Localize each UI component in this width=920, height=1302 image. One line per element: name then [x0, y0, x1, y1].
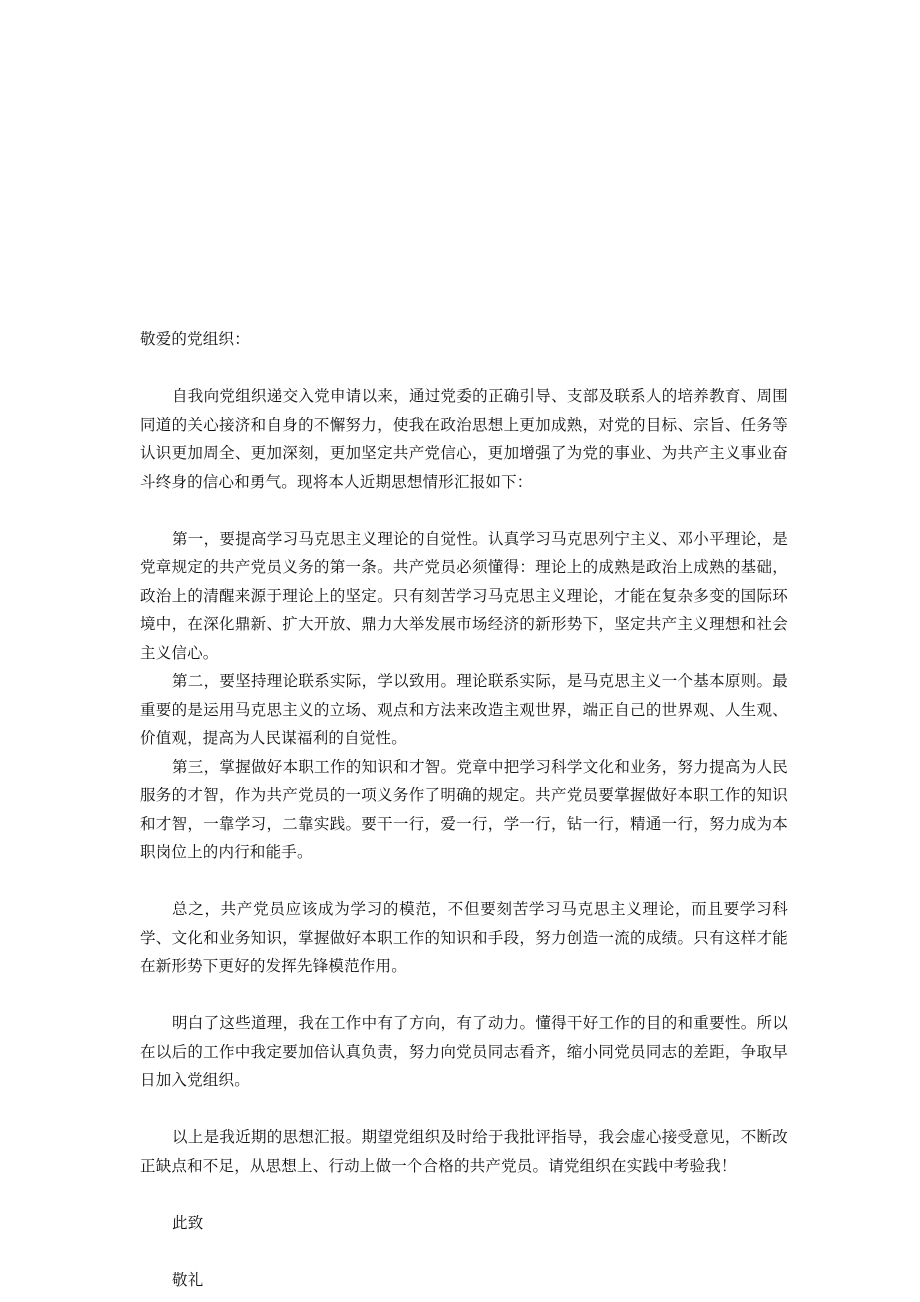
paragraph-conclusion: 以上是我近期的思想汇报。期望党组织及时给于我批评指导，我会虚心接受意见，不断改正缺点和不足，从思想上、行动上做一个合格的共产党员。请党组织在实践中考验我！	[140, 1128, 788, 1175]
spacer	[140, 496, 788, 525]
spacer	[140, 354, 788, 383]
paragraph-summary: 总之，共产党员应该成为学习的模范，不但要刻苦学习马克思主义理论，而且要学习科学、文化和业务知识，掌握做好本职工作的知识和手段，努力创造一流的成绩。只有这样才能在新形势下更好的发挥先锋模范作用。	[140, 900, 788, 975]
paragraph-point-3: 第三，掌握做好本职工作的知识和才智。党章中把学习科学文化和业务，努力提高为人民服务的才智，作为共产党员的一项义务作了明确的规定。共产党员要掌握做好本职工作的知识和才智，一靠学习，二靠实践。要干一行，爱一行，学一行，钻一行，精通一行，努力成为本职岗位上的内行和能手。	[140, 757, 788, 861]
spacer	[140, 1180, 788, 1209]
spacer	[140, 867, 788, 896]
closing-jing-li: 敬礼	[172, 1270, 204, 1289]
letter-body	[140, 325, 788, 1294]
paragraph-intro: 自我向党组织递交入党申请以来，通过党委的正确引导、支部及联系人的培养教育、周围同道的关心接济和自身的不懈努力，使我在政治思想上更加成熟，对党的目标、宗旨、任务等认识更加周全、更加深刻，更加坚定共产党信心，更加增强了为党的事业、为共产主义事业奋斗终身的信心和勇气。现将本人近期思想情形汇报如下：	[140, 387, 788, 491]
closing-ci-zhi: 此致	[172, 1213, 204, 1232]
paragraph-resolution: 明白了这些道理，我在工作中有了方向，有了动力。懂得干好工作的目的和重要性。所以在以后的工作中我定要加倍认真负责，努力向党员同志看齐，缩小同党员同志的差距，争取早日加入党组织。	[140, 1014, 788, 1089]
spacer	[140, 981, 788, 1010]
paragraph-point-2: 第二，要坚持理论联系实际，学以致用。理论联系实际，是马克思主义一个基本原则。最重要的是运用马克思主义的立场、观点和方法来改造主观世界，端正自己的世界观、人生观、价值观，提高为人民谋福利的自觉性。	[140, 672, 788, 747]
salutation: 敬爱的党组织：	[140, 330, 250, 348]
paragraph-point-1: 第一，要提高学习马克思主义理论的自觉性。认真学习马克思列宁主义、邓小平理论，是党章规定的共产党员义务的第一条。共产党员必须懂得：理论上的成熟是政治上成熟的基础，政治上的清醒来源于理论上的坚定。只有刻苦学习马克思主义理论，才能在复杂多变的国际环境中，在深化鼎新、扩大开放、鼎力大举发展市场经济的新形势下，坚定共产主义理想和社会主义信心。	[140, 529, 788, 662]
spacer	[140, 1237, 788, 1266]
spacer	[140, 1095, 788, 1124]
